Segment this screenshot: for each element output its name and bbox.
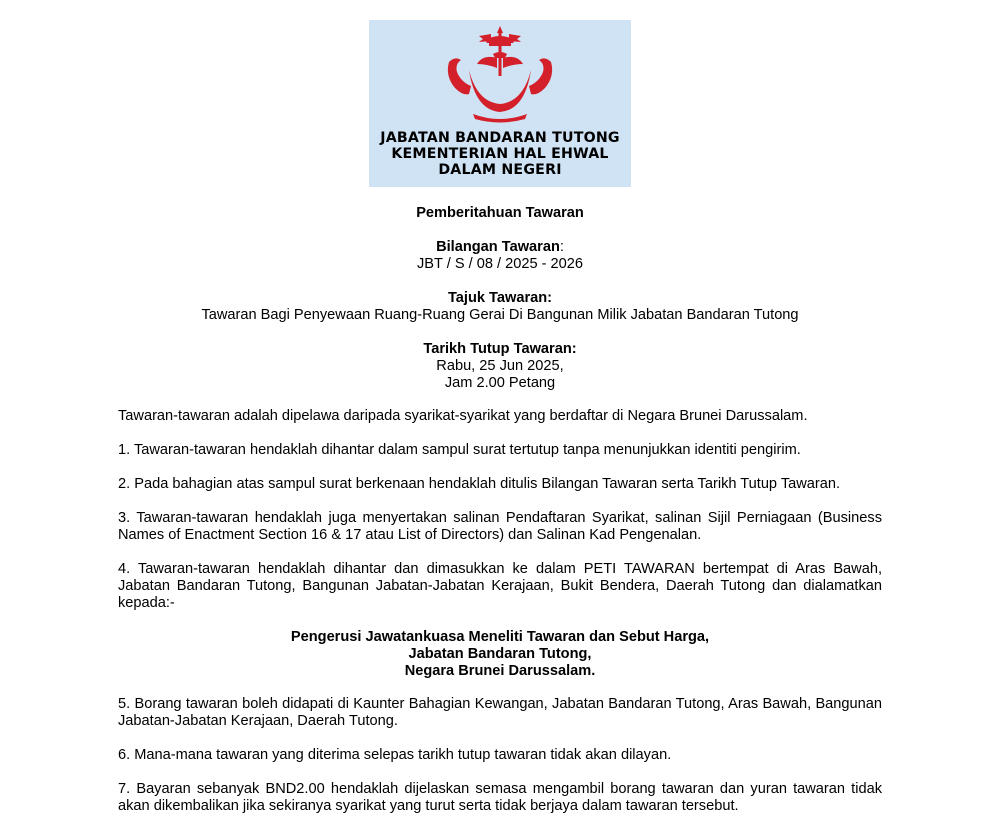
logo-line-ministry: KEMENTERIAN HAL EHWAL [391, 146, 609, 162]
closing-date-value: Rabu, 25 Jun 2025, [436, 358, 564, 374]
logo-line-ministry-cont: DALAM NEGERI [438, 162, 562, 178]
paragraph-5: 5. Borang tawaran boleh didapati di Kaunter Bahagian Kewangan, Jabatan Bandaran Tutong, Aras Bawah, Bangunan Jabatan-Jabatan Kerajaan, Daerah Tutong. [118, 696, 882, 729]
tender-title-label: Tajuk Tawaran: [447, 290, 553, 306]
paragraph-7: 7. Bayaran sebanyak BND2.00 hendaklah dijelaskan semasa mengambil borang tawaran dan yuran tawaran tidak akan dikembalikan jika sekiranya syarikat yang turut serta tidak berjaya dalam tawaran tersebut. [118, 781, 882, 814]
tender-title-value: Tawaran Bagi Penyewaan Ruang-Ruang Gerai Di Bangunan Milik Jabatan Bandaran Tutong [201, 307, 799, 323]
notice-heading: Pemberitahuan Tawaran [416, 205, 584, 221]
closing-time-value: Jam 2.00 Petang [444, 375, 556, 391]
address-line-3: Negara Brunei Darussalam. [404, 663, 596, 679]
logo-line-department: JABATAN BANDARAN TUTONG [380, 130, 620, 146]
paragraph-2: 2. Pada bahagian atas sampul surat berkenaan hendaklah ditulis Bilangan Tawaran serta Tarikh Tutup Tawaran. [118, 476, 841, 492]
paragraph-4: 4. Tawaran-tawaran hendaklah dihantar dan dimasukkan ke dalam PETI TAWARAN bertempat di Aras Bawah, Jabatan Bandaran Tutong, Bangunan Jabatan-Jabatan Kerajaan, Bukit Bendera, Daerah Tutong dan dialamatkan kepada:- [118, 561, 882, 611]
tender-number-label-row [0, 239, 1000, 256]
paragraph-1: 1. Tawaran-tawaran hendaklah dihantar dalam sampul surat tertutup tanpa menunjukkan identiti pengirim. [118, 442, 801, 458]
tender-number-value: JBT / S / 08 / 2025 - 2026 [416, 256, 584, 272]
tender-number-colon: : [559, 239, 564, 255]
brunei-crest-icon [439, 24, 561, 126]
closing-date-label: Tarikh Tutup Tawaran: [423, 341, 577, 357]
intro-paragraph: Tawaran-tawaran adalah dipelawa daripada syarikat-syarikat yang berdaftar di Negara Brunei Darussalam. [118, 408, 808, 424]
address-line-2: Jabatan Bandaran Tutong, [408, 646, 592, 662]
paragraph-6: 6. Mana-mana tawaran yang diterima selepas tarikh tutup tawaran tidak akan dilayan. [118, 747, 672, 763]
department-logo [369, 20, 631, 187]
paragraph-3: 3. Tawaran-tawaran hendaklah juga menyertakan salinan Pendaftaran Syarikat, salinan Sijil Perniagaan (Business Names of Enactment Section 16 & 17 atau List of Directors) dan Salinan Kad Pengenalan. [118, 510, 882, 543]
tender-number-label: Bilangan Tawaran [436, 239, 560, 255]
address-line-1: Pengerusi Jawatankuasa Meneliti Tawaran dan Sebut Harga, [290, 629, 710, 645]
